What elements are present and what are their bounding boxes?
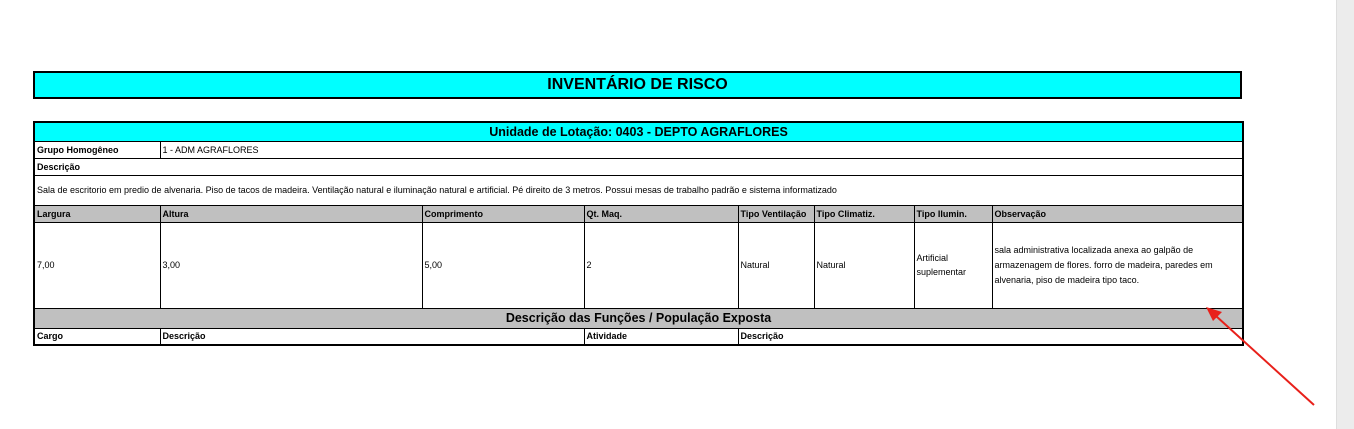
header-observacao: Observação <box>992 205 1243 222</box>
header-tipo-climatiz: Tipo Climatiz. <box>814 205 914 222</box>
funcoes-header: Descrição das Funções / População Exposta <box>34 308 1243 328</box>
value-largura: 7,00 <box>34 222 160 308</box>
unidade-lotacao-header: Unidade de Lotação: 0403 - DEPTO AGRAFLORES <box>34 122 1243 141</box>
value-altura: 3,00 <box>160 222 422 308</box>
document-title: INVENTÁRIO DE RISCO <box>33 71 1242 99</box>
value-tipo-ventilacao: Natural <box>738 222 814 308</box>
value-tipo-climatiz: Natural <box>814 222 914 308</box>
value-tipo-ilumin: Artificial suplementar <box>914 222 992 308</box>
funcoes-header-atividade: Atividade <box>584 328 738 345</box>
header-altura: Altura <box>160 205 422 222</box>
header-qt-maq: Qt. Maq. <box>584 205 738 222</box>
funcoes-header-descricao: Descrição <box>160 328 584 345</box>
value-comprimento: 5,00 <box>422 222 584 308</box>
vertical-scrollbar[interactable] <box>1336 0 1354 429</box>
header-tipo-ilumin: Tipo Ilumin. <box>914 205 992 222</box>
header-tipo-ventilacao: Tipo Ventilação <box>738 205 814 222</box>
descricao-label: Descrição <box>34 158 1243 175</box>
risk-inventory-table <box>33 121 1244 346</box>
grupo-homogeneo-label: Grupo Homogêneo <box>34 141 160 158</box>
header-largura: Largura <box>34 205 160 222</box>
funcoes-header-cargo: Cargo <box>34 328 160 345</box>
value-observacao: sala administrativa localizada anexa ao galpão de armazenagem de flores. forro de madeira, paredes em alvenaria, piso de madeira tipo taco. <box>992 222 1243 308</box>
grupo-homogeneo-value: 1 - ADM AGRAFLORES <box>160 141 1243 158</box>
value-qt-maq: 2 <box>584 222 738 308</box>
descricao-text: Sala de escritorio em predio de alvenaria. Piso de tacos de madeira. Ventilação natural e iluminação natural e artificial. Pé direito de 3 metros. Possui mesas de trabalho padrão e sistema informatizado <box>34 175 1243 205</box>
header-comprimento: Comprimento <box>422 205 584 222</box>
funcoes-header-descricao-2: Descrição <box>738 328 1243 345</box>
